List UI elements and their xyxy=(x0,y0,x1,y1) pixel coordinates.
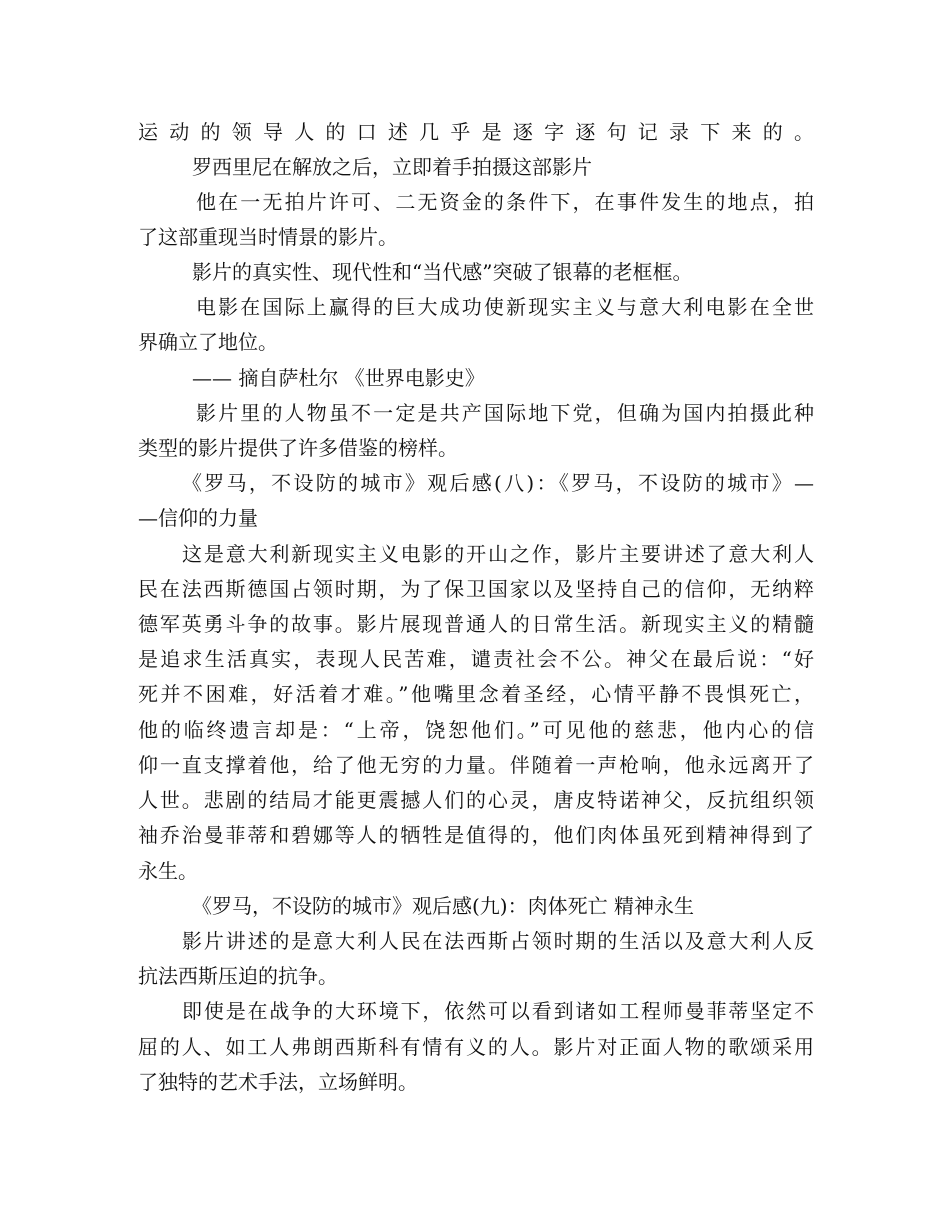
text-line: 影片讲述的是意大利人民在法西斯占领时期的生活以及意大利人反 xyxy=(182,929,814,953)
text-line: 罗西里尼在解放之后，立即着手拍摄这部影片 xyxy=(192,155,592,179)
section-heading: 《罗马，不设防的城市》观后感(八)：《罗马，不设防的城市》— xyxy=(182,471,814,495)
text-line: 民在法西斯德国占领时期，为了保卫国家以及坚持自己的信仰，无纳粹 xyxy=(138,577,814,601)
text-line: 他的临终遗言却是：“上帝，饶恕他们。”可见他的慈悲，他内心的信 xyxy=(138,718,814,742)
text-line: 德军英勇斗争的故事。影片展现普通人的日常生活。新现实主义的精髓 xyxy=(138,612,814,636)
text-line: 类型的影片提供了许多借鉴的榜样。 xyxy=(138,436,458,460)
section-heading: 《罗马，不设防的城市》观后感(九)：肉体死亡 精神永生 xyxy=(192,894,694,918)
text-line: 死并不困难，好活着才难。”他嘴里念着圣经，心情平静不畏惧死亡， xyxy=(138,682,814,706)
text-line: 这是意大利新现实主义电影的开山之作，影片主要讲述了意大利人 xyxy=(182,542,814,566)
text-line: 了独特的艺术手法，立场鲜明。 xyxy=(138,1070,418,1094)
text-line: 袖乔治曼菲蒂和碧娜等人的牺牲是值得的，他们肉体虽死到精神得到了 xyxy=(138,823,814,847)
text-line: 永生。 xyxy=(138,859,198,883)
text-line: 仰一直支撑着他，给了他无穷的力量。伴随着一声枪响，他永远离开了 xyxy=(138,753,814,777)
section-heading-cont: —信仰的力量 xyxy=(138,506,258,530)
text-line: 运动的领导人的口述几乎是逐字逐句记录下来的。 xyxy=(138,120,814,144)
text-line: 人世。悲剧的结局才能更震撼人们的心灵，唐皮特诺神父，反抗组织领 xyxy=(138,788,814,812)
text-line: 是追求生活真实，表现人民苦难，谴责社会不公。神父在最后说：“好 xyxy=(138,647,814,671)
text-line: 影片的真实性、现代性和“当代感”突破了银幕的老框框。 xyxy=(192,260,693,284)
text-line: 屈的人、如工人弗朗西斯科有情有义的人。影片对正面人物的歌颂采用 xyxy=(138,1035,814,1059)
text-line: 他在一无拍片许可、二无资金的条件下，在事件发生的地点，拍 xyxy=(196,190,814,214)
text-line: 即使是在战争的大环境下，依然可以看到诸如工程师曼菲蒂坚定不 xyxy=(182,999,814,1023)
text-line: 了这部重现当时情景的影片。 xyxy=(138,225,398,249)
text-line: 抗法西斯压迫的抗争。 xyxy=(138,964,338,988)
text-line: 影片里的人物虽不一定是共产国际地下党，但确为国内拍摄此种 xyxy=(196,401,814,425)
text-line: 界确立了地位。 xyxy=(138,330,278,354)
citation-line: —— 摘自萨杜尔 《世界电影史》 xyxy=(192,366,485,390)
text-line: 电影在国际上赢得的巨大成功使新现实主义与意大利电影在全世 xyxy=(196,295,814,319)
